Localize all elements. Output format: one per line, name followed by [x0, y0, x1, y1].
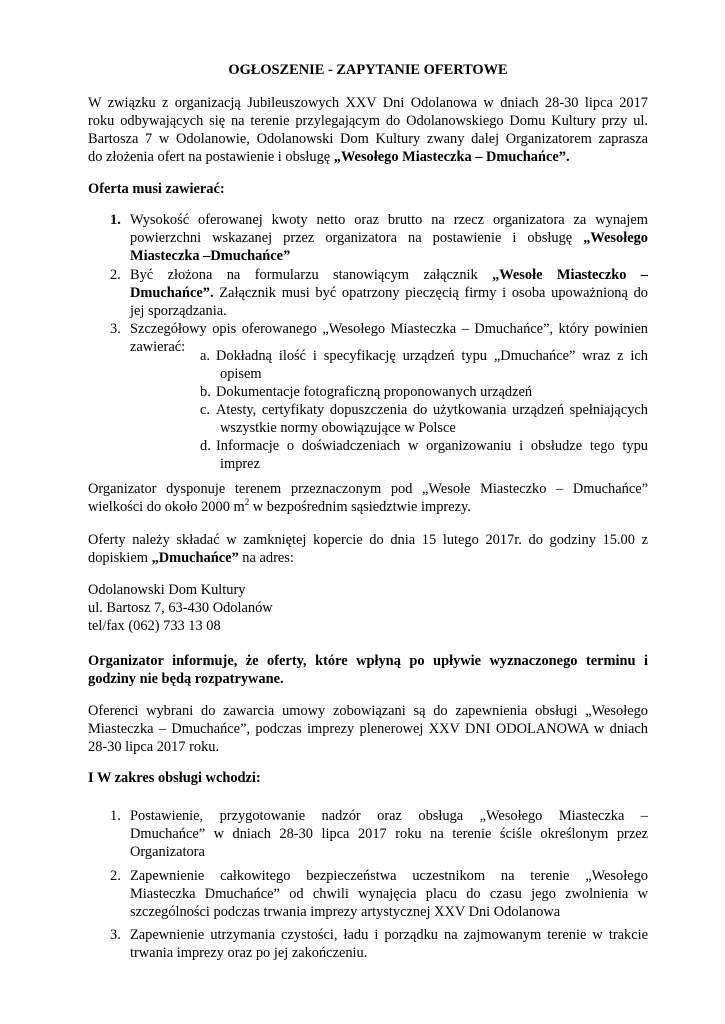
bold-text: Dmuchańce”.	[130, 285, 214, 301]
list-text: Postawienie, przygotowanie nadzór oraz obsługa „Wesołego Miasteczka –	[130, 808, 648, 824]
offer-item-1	[110, 211, 648, 265]
list-number: 3.	[110, 321, 121, 337]
list-text: Zapewnienie całkowitego bezpieczeństwa uczestnikom na terenie „Wesołego	[130, 868, 648, 884]
list-text: Załącznik musi być opatrzony pieczęcią firmy i osoba upoważnioną do	[213, 285, 648, 301]
list-text: Miasteczka Dmuchańce” od chwili wynajęcia placu do czasu jego zwolnienia w	[130, 886, 648, 902]
address-phone: tel/fax (062) 733 13 08	[88, 618, 221, 634]
paragraph-line: w bezpośrednim sąsiedztwie imprezy.	[249, 499, 471, 515]
intro-paragraph	[88, 94, 648, 166]
intro-line: roku odbywających się na terenie przylegającym do Odolanowskiego Domu Kultury przy ul.	[88, 113, 648, 129]
address-name: Odolanowski Dom Kultury	[88, 582, 246, 598]
bold-text: „Wesołego	[583, 230, 648, 246]
paragraph-line: Oferenci wybrani do zawarcia umowy zobowiązani są do zapewnienia obsługi „Wesołego	[88, 703, 648, 719]
terrain-paragraph	[88, 480, 648, 516]
list-text: Być złożona na formularzu stanowiącym załącznik	[130, 267, 493, 283]
paragraph-line: 28-30 lipca 2017 roku.	[88, 739, 220, 755]
sub-item-b	[200, 383, 648, 401]
paragraph-line: na adres:	[238, 550, 294, 566]
offer-heading: Oferta musi zawierać:	[88, 181, 225, 197]
list-number: 2.	[110, 267, 121, 283]
list-number: 1.	[110, 212, 121, 228]
address-block	[88, 581, 648, 635]
intro-line: do złożenia ofert na postawienie i obsługę	[88, 149, 334, 165]
sub-item-d	[200, 437, 648, 473]
list-text: jej sporządzania.	[130, 303, 227, 319]
list-text: powierzchni wskazanej przez organizatora na postawienie i obsługę	[130, 230, 584, 246]
sub-item-c	[200, 401, 648, 437]
notice-paragraph	[88, 652, 648, 688]
paragraph-line: Miasteczka – Dmuchańce”, podczas imprezy plenerowej XXV DNI ODOLANOWA w dniach	[88, 721, 648, 737]
bold-text: „Dmuchańce”	[151, 550, 239, 566]
list-number: 3.	[110, 927, 121, 943]
scope-item-1	[110, 807, 648, 861]
list-text: Dmuchańce” w dniach 28-30 lipca 2017 roku na terenie ściśle określonym przez	[130, 826, 648, 842]
offer-item-2	[110, 266, 648, 320]
list-text: Szczegółowy opis oferowanego „Wesołego Miasteczka – Dmuchańce”, który powinien	[130, 321, 648, 337]
sub-item-a	[200, 347, 648, 383]
notice-line: Organizator informuje, że oferty, które wpłyną po upływie wyznaczonego terminu i	[88, 653, 648, 669]
list-text: Organizatora	[130, 844, 205, 860]
page-title: OGŁOSZENIE - ZAPYTANIE OFERTOWE	[228, 62, 508, 78]
sub-letter: b.	[200, 384, 211, 400]
sub-letter: d.	[200, 438, 211, 454]
sub-text: Informacje o doświadczeniach w organizowaniu i obsłudze tego typu	[216, 438, 648, 454]
list-number: 1.	[110, 808, 121, 824]
sub-text: Dokumentacje fotograficzną proponowanych urządzeń	[216, 384, 533, 400]
notice-line: godziny nie będą rozpatrywane.	[88, 671, 284, 687]
sub-letter: a.	[200, 348, 210, 364]
scope-heading: I W zakres obsługi wchodzi:	[88, 770, 261, 786]
address-street: ul. Bartosz 7, 63-430 Odolanów	[88, 600, 273, 616]
scope-item-3	[110, 926, 648, 962]
list-text: Wysokość oferowanej kwoty netto oraz brutto na rzecz organizatora za wynajem	[130, 212, 648, 228]
deadline-paragraph	[88, 531, 648, 567]
intro-line: W związku z organizacją Jubileuszowych XXV Dni Odolanowa w dniach 28-30 lipca 2017	[88, 95, 648, 111]
sub-text: imprez	[220, 456, 260, 472]
sub-text: wszystkie normy obowiązujące w Polsce	[220, 420, 456, 436]
bold-text: Miasteczka –Dmuchańce”	[130, 248, 291, 264]
list-text: Zapewnienie utrzymania czystości, ładu i porządku na zajmowanym terenie w trakcie	[130, 927, 648, 943]
paragraph-line: wielkości do około 2000 m	[88, 499, 245, 515]
sub-letter: c.	[200, 402, 210, 418]
intro-line: Bartosza 7 w Odolanowie, Odolanowski Dom Kultury zwany dalej Organizatorem zaprasza	[88, 131, 648, 147]
scope-item-2	[110, 867, 648, 921]
event-name-bold: „Wesołego Miasteczka – Dmuchańce”.	[333, 149, 570, 165]
obligation-paragraph	[88, 702, 648, 756]
sub-text: Dokładną ilość i specyfikację urządzeń typu „Dmuchańce” wraz z ich	[216, 348, 648, 364]
list-text: trwania imprezy oraz po jej zakończeniu.	[130, 945, 368, 961]
list-number: 2.	[110, 868, 121, 884]
bold-text: „Wesołe Miasteczko –	[492, 267, 648, 283]
list-text: zawierać:	[130, 339, 186, 355]
list-text: szczególności podczas trwania imprezy artystycznej XXV Dni Odolanowa	[130, 904, 561, 920]
paragraph-line: Oferty należy składać w zamkniętej kopercie do dnia 15 lutego 2017r. do godziny 15.00 z	[88, 532, 648, 548]
sub-text: opisem	[220, 366, 262, 382]
paragraph-line: Organizator dysponuje terenem przeznaczonym pod „Wesołe Miasteczko – Dmuchańce”	[88, 481, 648, 497]
sub-text: Atesty, certyfikaty dopuszczenia do użytkowania urządzeń spełniających	[216, 402, 648, 418]
paragraph-line: dopiskiem	[88, 550, 152, 566]
superscript: 2	[244, 497, 250, 508]
